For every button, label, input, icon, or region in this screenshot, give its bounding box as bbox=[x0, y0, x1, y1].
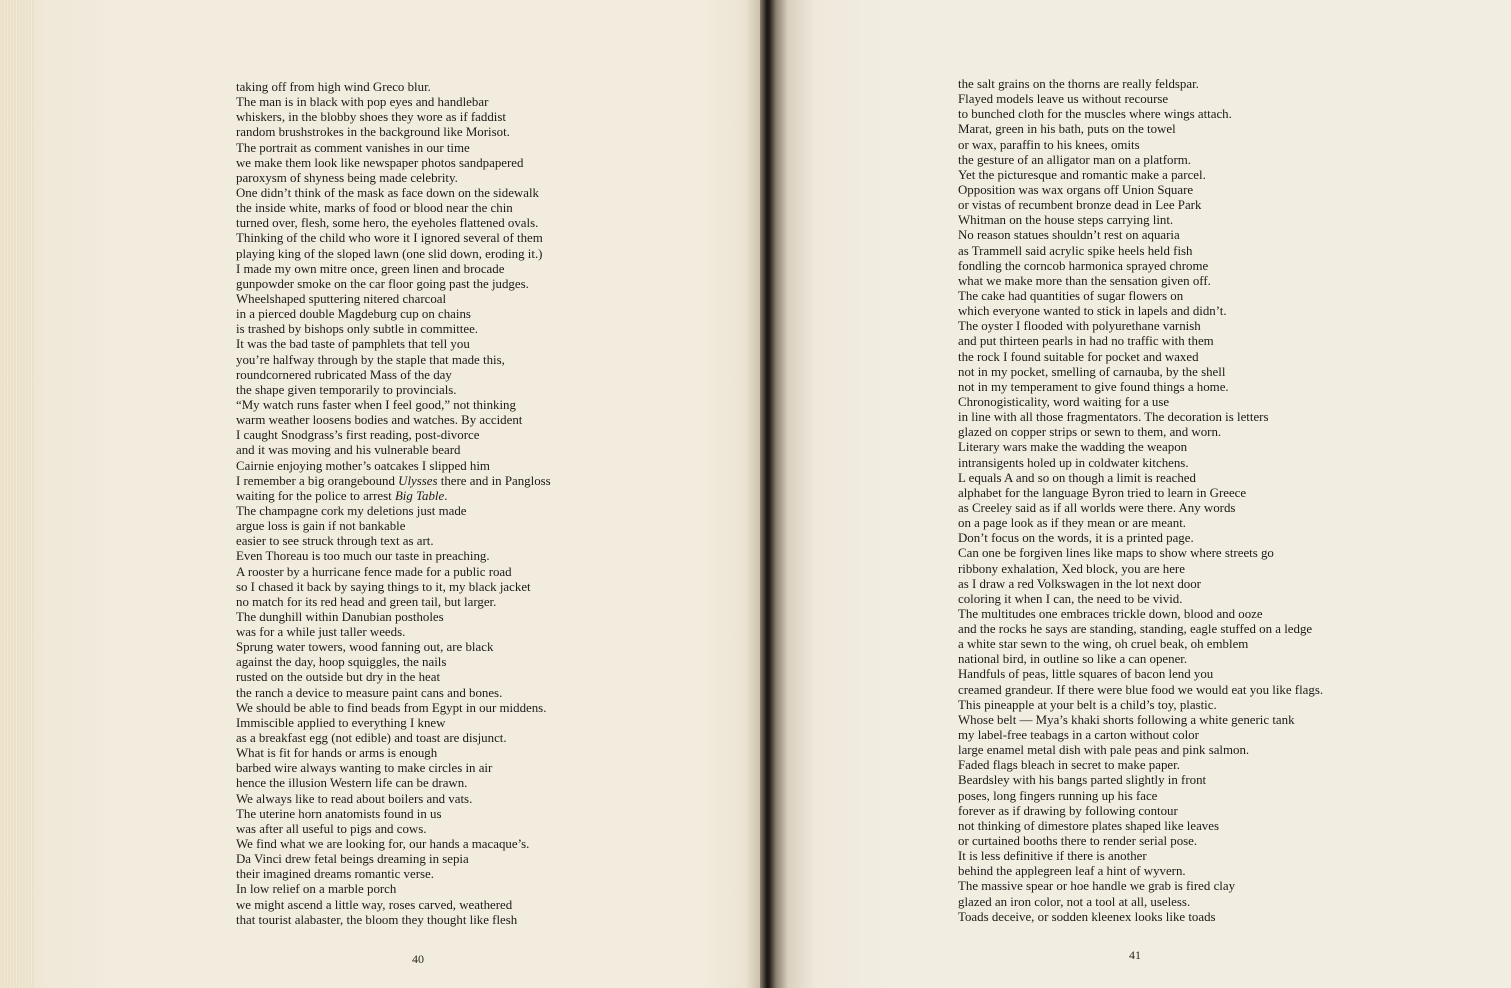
poem-line: is trashed by bishops only subtle in committee. bbox=[236, 322, 479, 337]
poem-line: L equals A and so on though a limit is reached bbox=[958, 470, 1196, 485]
poem-line: fondling the corncob harmonica sprayed chrome bbox=[958, 258, 1209, 273]
poem-line: Cairnie enjoying mother’s oatcakes I slipped him bbox=[236, 458, 490, 473]
poem-line: no match for its red head and green tail, but larger. bbox=[236, 594, 497, 609]
poem-line: This pineapple at your belt is a child’s toy, plastic. bbox=[958, 697, 1217, 712]
poem-line: what we make more than the sensation given off. bbox=[958, 273, 1211, 288]
poem-line: not in my temperament to give found things a home. bbox=[958, 379, 1229, 394]
page-edge-stack bbox=[0, 0, 34, 988]
poem-line: the shape given temporarily to provincials. bbox=[236, 382, 457, 397]
poem-line: large enamel metal dish with pale peas and pink salmon. bbox=[958, 743, 1250, 758]
poem-line: the rock I found suitable for pocket and waxed bbox=[958, 349, 1199, 364]
poem-line: as I draw a red Volkswagen in the lot next door bbox=[958, 576, 1201, 591]
poem-line: their imagined dreams romantic verse. bbox=[236, 867, 434, 882]
poem-line: turned over, flesh, some hero, the eyeholes flattened ovals. bbox=[236, 216, 539, 231]
poem-line: Chronogisticality, word waiting for a use bbox=[958, 394, 1170, 409]
poem-line: not thinking of dimestore plates shaped like leaves bbox=[958, 818, 1219, 833]
poem-line: The multitudes one embraces trickle down, blood and ooze bbox=[958, 606, 1263, 621]
poem-line: roundcornered rubricated Mass of the day bbox=[236, 367, 452, 382]
poem-line: Sprung water towers, wood fanning out, are black bbox=[236, 640, 494, 655]
poem-line: the gesture of an alligator man on a platform. bbox=[958, 152, 1192, 167]
poem-line: was after all useful to pigs and cows. bbox=[236, 821, 427, 836]
poem-line: Whitman on the house steps carrying lint. bbox=[958, 213, 1174, 228]
poem-line: The man is in black with pop eyes and handlebar bbox=[236, 95, 489, 110]
poem-line: I remember a big orangebound Ulysses there and in Pangloss bbox=[236, 473, 551, 488]
poem-line: we might ascend a little way, roses carved, weathered bbox=[236, 897, 513, 912]
poem-line: Flayed models leave us without recourse bbox=[958, 92, 1169, 107]
poem-line: and the rocks he says are standing, standing, eagle stuffed on a ledge bbox=[958, 622, 1313, 637]
poem-line: We should be able to find beads from Egypt in our middens. bbox=[236, 700, 547, 715]
poem-line: we make them look like newspaper photos sandpapered bbox=[236, 155, 524, 170]
poem-line: The oyster I flooded with polyurethane varnish bbox=[958, 319, 1201, 334]
poem-line: We find what we are looking for, our hands a macaque’s. bbox=[236, 837, 530, 852]
poem-line: Marat, green in his bath, puts on the towel bbox=[958, 122, 1176, 137]
poem-line: hence the illusion Western life can be drawn. bbox=[236, 776, 468, 791]
poem-line: glazed on copper strips or sewn to them, and worn. bbox=[958, 425, 1222, 440]
poem-line: as a breakfast egg (not edible) and toast are disjunct. bbox=[236, 731, 507, 746]
poem-line: intransigents holed up in coldwater kitchens. bbox=[958, 455, 1189, 470]
poem-line: a white star sewn to the wing, oh cruel beak, oh emblem bbox=[958, 637, 1249, 652]
poem-line: I made my own mitre once, green linen and brocade bbox=[236, 261, 505, 276]
poem-line: Whose belt — Mya’s khaki shorts following a white generic tank bbox=[958, 712, 1295, 727]
poem-line: Yet the picturesque and romantic make a parcel. bbox=[958, 167, 1206, 182]
poem-line: rusted on the outside but dry in the heat bbox=[236, 670, 441, 685]
poem-line: Toads deceive, or sodden kleenex looks like toads bbox=[958, 909, 1216, 924]
poem-line: One didn’t think of the mask as face down on the sidewalk bbox=[236, 185, 539, 200]
poem-line: Thinking of the child who wore it I ignored several of them bbox=[236, 231, 543, 246]
poem-line: waiting for the police to arrest Big Table. bbox=[236, 488, 448, 503]
poem-line: or vistas of recumbent bronze dead in Lee Park bbox=[958, 198, 1202, 213]
poem-line: ribbony exhalation, Xed block, you are here bbox=[958, 561, 1185, 576]
poem-line: It is less definitive if there is another bbox=[958, 849, 1147, 864]
poem-line: random brushstrokes in the background like Morisot. bbox=[236, 125, 510, 140]
poem-line: Wheelshaped sputtering nitered charcoal bbox=[236, 291, 447, 306]
poem-line: Can one be forgiven lines like maps to show where streets go bbox=[958, 546, 1274, 561]
right-page-number: 41 bbox=[1129, 948, 1141, 962]
poem-line: forever as if drawing by following contour bbox=[958, 803, 1178, 818]
poem-line: against the day, hoop squiggles, the nails bbox=[236, 655, 447, 670]
poem-line: The champagne cork my deletions just made bbox=[236, 503, 467, 518]
poem-line: national bird, in outline so like a can opener. bbox=[958, 652, 1188, 667]
poem-line: Don’t focus on the words, it is a printed page. bbox=[958, 531, 1194, 546]
poem-line: whiskers, in the blobby shoes they wore as if faddist bbox=[236, 110, 506, 125]
poem-line: the salt grains on the thorns are really feldspar. bbox=[958, 77, 1199, 91]
poem-line: paroxysm of shyness being made celebrity. bbox=[236, 170, 458, 185]
poem-line: The cake had quantities of sugar flowers on bbox=[958, 288, 1184, 303]
poem-line: creamed grandeur. If there were blue food we would eat you like flags. bbox=[958, 682, 1324, 697]
poem-line: on a page look as if they mean or are meant. bbox=[958, 516, 1187, 531]
poem-line: as Creeley said as if all worlds were there. Any words bbox=[958, 500, 1236, 515]
poem-line: so I chased it back by saying things to it, my black jacket bbox=[236, 579, 531, 594]
poem-line: Literary wars make the wadding the weapon bbox=[958, 440, 1188, 455]
poem-line: coloring it when I can, the need to be vivid. bbox=[958, 591, 1183, 606]
poem-line: that tourist alabaster, the bloom they thought like flesh bbox=[236, 912, 518, 927]
poem-line: No reason statues shouldn’t rest on aquaria bbox=[958, 228, 1180, 243]
poem-line: not in my pocket, smelling of carnauba, by the shell bbox=[958, 364, 1226, 379]
poem-line: as Trammell said acrylic spike heels held fish bbox=[958, 243, 1193, 258]
poem-line: and it was moving and his vulnerable beard bbox=[236, 443, 461, 458]
poem-line: glazed an iron color, not a tool at all, useless. bbox=[958, 894, 1191, 909]
poem-line: playing king of the sloped lawn (one slid down, eroding it.) bbox=[236, 246, 543, 261]
poem-line: the ranch a device to measure paint cans and bones. bbox=[236, 685, 503, 700]
poem-line: behind the applegreen leaf a hint of wyvern. bbox=[958, 864, 1186, 879]
poem-line: was for a while just taller weeds. bbox=[236, 625, 406, 640]
poem-line: The massive spear or hoe handle we grab is fired clay bbox=[958, 879, 1236, 894]
left-page-poem-text bbox=[236, 80, 551, 928]
poem-line: argue loss is gain if not bankable bbox=[236, 519, 406, 534]
poem-line: the inside white, marks of food or blood near the chin bbox=[236, 201, 513, 216]
poem-line: you’re halfway through by the staple that made this, bbox=[236, 352, 505, 367]
poem-line: Da Vinci drew fetal beings dreaming in sepia bbox=[236, 852, 469, 867]
poem-line: barbed wire always wanting to make circles in air bbox=[236, 761, 493, 776]
poem-line: Immiscible applied to everything I knew bbox=[236, 715, 446, 730]
poem-line: and put thirteen pearls in had no traffic with them bbox=[958, 334, 1214, 349]
poem-line: It was the bad taste of pamphlets that tell you bbox=[236, 337, 470, 352]
poem-line: alphabet for the language Byron tried to learn in Greece bbox=[958, 485, 1247, 500]
poem-line: or curtained booths there to render serial pose. bbox=[958, 834, 1198, 849]
left-page-number: 40 bbox=[412, 952, 424, 966]
poem-line: The dunghill within Danubian postholes bbox=[236, 609, 444, 624]
poem-line: which everyone wanted to stick in lapels and didn’t. bbox=[958, 304, 1227, 319]
poem-line: to bunched cloth for the muscles where wings attach. bbox=[958, 107, 1232, 122]
poem-line: in line with all those fragmentators. The decoration is letters bbox=[958, 410, 1269, 425]
poem-line: in a pierced double Magdeburg cup on chains bbox=[236, 307, 471, 322]
poem-line: The uterine horn anatomists found in us bbox=[236, 806, 442, 821]
poem-line: Beardsley with his bangs parted slightly in front bbox=[958, 773, 1207, 788]
poem-line: or wax, paraffin to his knees, omits bbox=[958, 137, 1140, 152]
poem-line: Opposition was wax organs off Union Square bbox=[958, 182, 1194, 197]
poem-line: warm weather loosens bodies and watches. By accident bbox=[236, 413, 523, 428]
poem-line: Faded flags bleach in secret to make paper. bbox=[958, 758, 1180, 773]
poem-line: I caught Snodgrass’s first reading, post-divorce bbox=[236, 428, 480, 443]
poem-line: Handfuls of peas, little squares of bacon lend you bbox=[958, 667, 1214, 682]
right-page-poem-text bbox=[958, 77, 1323, 925]
poem-line: In low relief on a marble porch bbox=[236, 882, 397, 897]
poem-line: “My watch runs faster when I feel good,” not thinking bbox=[236, 397, 516, 412]
right-page bbox=[770, 0, 1511, 988]
poem-line: What is fit for hands or arms is enough bbox=[236, 746, 438, 761]
poem-line: easier to see struck through text as art. bbox=[236, 534, 434, 549]
poem-line: gunpowder smoke on the car floor going past the judges. bbox=[236, 276, 529, 291]
poem-line: The portrait as comment vanishes in our time bbox=[236, 140, 470, 155]
poem-line: taking off from high wind Greco blur. bbox=[236, 80, 431, 94]
poem-line: Even Thoreau is too much our taste in preaching. bbox=[236, 549, 490, 564]
poem-line: We always like to read about boilers and vats. bbox=[236, 791, 473, 806]
poem-line: A rooster by a hurricane fence made for a public road bbox=[236, 564, 512, 579]
poem-line: my label-free teabags in a carton without color bbox=[958, 728, 1199, 743]
poem-line: poses, long fingers running up his face bbox=[958, 788, 1158, 803]
